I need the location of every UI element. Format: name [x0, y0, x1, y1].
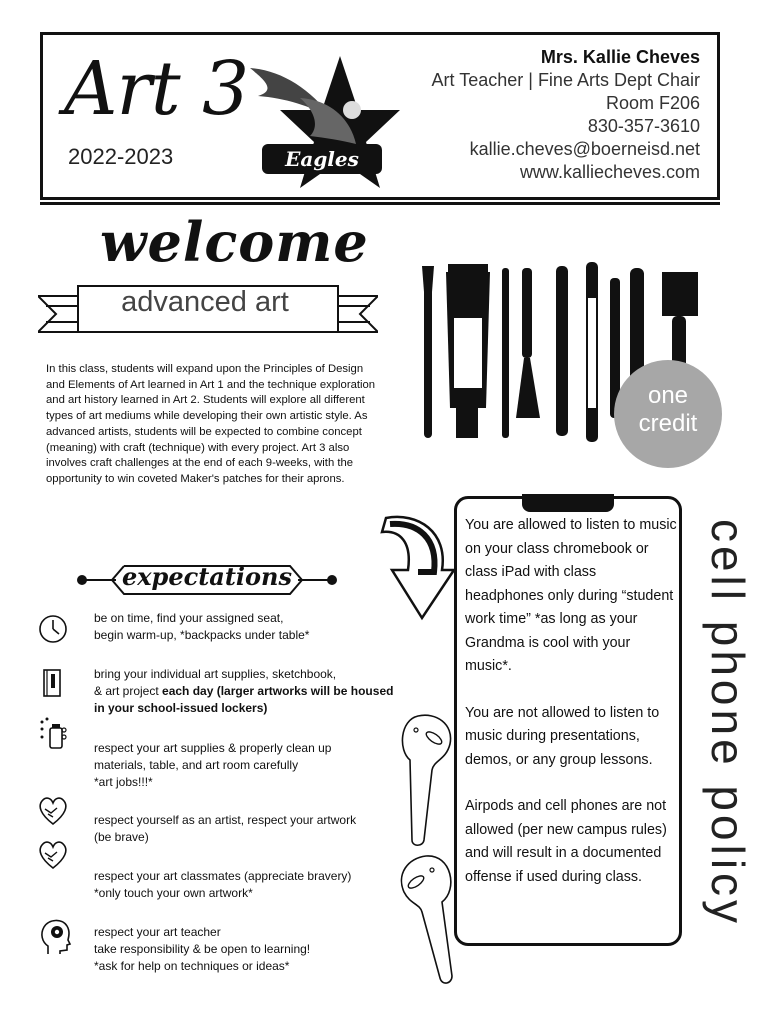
course-title: Art 3 — [64, 46, 249, 132]
banner-label: advanced art — [121, 286, 289, 318]
school-year: 2022-2023 — [68, 144, 174, 169]
item-line: begin warm-up, *backpacks under table* — [94, 628, 310, 642]
policy-paragraph-3: Airpods and cell phones are not allowed (per new campus rules) and will result in a documented offense if used during class. — [465, 798, 667, 885]
expectation-item-2 — [94, 666, 436, 717]
phone-notch — [522, 494, 614, 512]
cell-phone-policy-title — [700, 506, 760, 926]
brush-icon — [422, 266, 434, 438]
item-line: *art jobs!!!* — [94, 775, 153, 789]
website-link[interactable]: www.kalliecheves.com — [519, 162, 700, 182]
expectation-item-3 — [94, 740, 436, 791]
expectations-title: expectations — [121, 562, 293, 591]
head-gear-icon — [38, 916, 72, 956]
welcome-heading: welcome — [100, 210, 369, 274]
policy-paragraph-1: You are allowed to listen to music on your class chromebook or class iPad with class headphones only during “student work time” *as long as your Grandma is cool with your music*. — [465, 517, 677, 674]
room-number: Room F206 — [605, 93, 700, 113]
item-line: in your school-issued lockers) — [94, 701, 268, 715]
item-line: bring your individual art supplies, sketchbook, — [94, 667, 337, 681]
expectation-item-1 — [94, 610, 436, 644]
credit-badge — [614, 360, 722, 468]
pen-icon — [586, 262, 598, 442]
brush-icon — [556, 266, 568, 436]
teacher-name: Mrs. Kallie Cheves — [540, 47, 700, 67]
logo-text: Eagles — [285, 147, 359, 171]
credit-line-2: credit — [638, 410, 698, 437]
teacher-contact — [432, 46, 700, 184]
palette-knife-icon — [516, 268, 540, 418]
item-line: *ask for help on techniques or ideas* — [94, 959, 290, 973]
course-description: In this class, students will expand upon the Principles of Design and Elements of Art learned in Art 1 and the technique exploration and art history learned in Art 2. Students will explore all different types of art mediums while developing their own artistic style. As advanced artists, students will be expected to combine concept (meaning) with craft (technique) with every project. Art 3 also involves craft challenges at the end of each 9-weeks, with the opportunity to win coveted Maker's patches for their aprons. — [46, 363, 376, 485]
phone-number: 830-357-3610 — [587, 116, 700, 136]
item-line-bold: each day (larger artworks will be housed — [162, 684, 394, 698]
item-line: materials, table, and art room carefully — [94, 758, 299, 772]
curved-arrow-icon — [378, 512, 456, 622]
item-line: take responsibility & be open to learning! — [94, 942, 311, 956]
item-line: (be brave) — [94, 830, 149, 844]
item-line: respect yourself as an artist, respect your artwork — [94, 813, 357, 827]
item-line: be on time, find your assigned seat, — [94, 611, 284, 625]
item-line-part: & art project — [94, 684, 163, 698]
teacher-role: Art Teacher | Fine Arts Dept Chair — [431, 70, 700, 90]
credit-line-1: one — [647, 382, 689, 409]
expectation-item-4 — [94, 812, 436, 846]
airpod-icon — [388, 710, 458, 850]
handshake-heart-icon — [38, 794, 68, 828]
item-line: *only touch your own artwork* — [94, 886, 253, 900]
expectation-item-6 — [94, 924, 436, 975]
expectation-item-5 — [94, 868, 436, 902]
paint-tube-icon — [446, 264, 490, 438]
item-line: respect your art supplies & properly clean up — [94, 741, 332, 755]
eagle-star-logo — [240, 48, 400, 188]
item-line: respect your art classmates (appreciate bravery) — [94, 869, 352, 883]
pencil-icon — [502, 268, 509, 438]
handshake-heart-icon — [38, 838, 68, 872]
clock-icon — [38, 612, 68, 646]
cleaning-spray-icon — [38, 716, 68, 750]
email-link[interactable]: kallie.cheves@boerneisd.net — [469, 139, 700, 159]
vertical-title-text: cell phone policy — [702, 518, 754, 928]
item-line: respect your art teacher — [94, 925, 221, 939]
policy-paragraph-2: You are not allowed to listen to music during presentations, demos, or any group lessons. — [465, 704, 660, 768]
item-line — [94, 683, 436, 700]
cell-phone-policy-text — [465, 514, 677, 912]
sketchbook-icon — [38, 666, 68, 700]
